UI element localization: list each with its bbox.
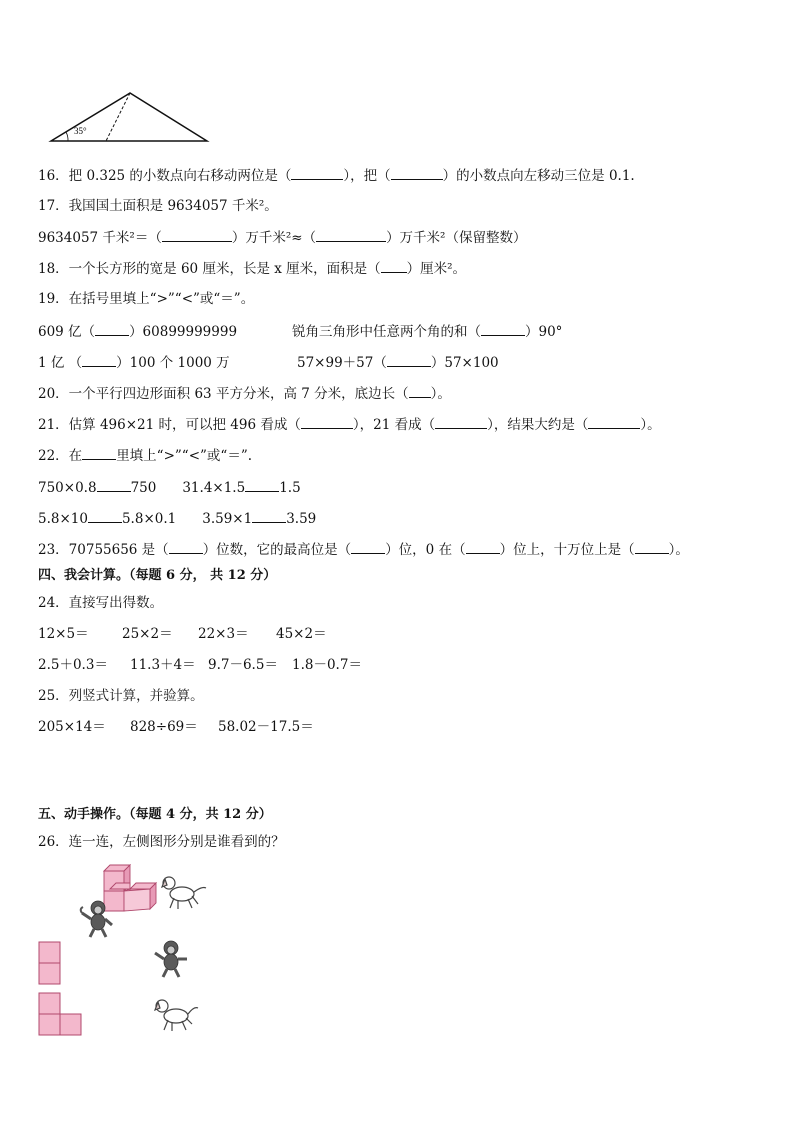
question-23: 23．70755656 是（ ）位数，它的最高位是（ ）位，0 在（ ）位上，十万位上是（ ）。: [38, 542, 689, 558]
question-19-row1-right: 锐角三角形中任意两个角的和（ ）90°: [292, 324, 563, 340]
question-24-row1: [38, 625, 327, 643]
answer-blank[interactable]: [481, 322, 525, 336]
calc-item: 45×2＝: [276, 626, 327, 642]
calc-item: 828÷69＝: [130, 719, 198, 735]
question-26-title: 26．连一连，左侧图形分别是谁看到的？: [38, 834, 285, 850]
answer-blank[interactable]: [162, 228, 232, 242]
front-view-two-squares: [38, 941, 62, 985]
question-22-row2: 5.8×10 5.8×0.1 3.59×1 3.59: [38, 511, 317, 527]
question-19-row1: 609 亿（ ）60899999999: [38, 324, 238, 340]
dog-icon: [152, 996, 200, 1034]
calc-item: 25×2＝: [122, 626, 173, 642]
answer-blank[interactable]: [409, 384, 431, 398]
answer-blank[interactable]: [316, 228, 386, 242]
calc-item: 9.7－6.5＝: [208, 657, 278, 673]
dog-icon: [160, 874, 208, 912]
answer-blank[interactable]: [381, 259, 407, 273]
answer-blank[interactable]: [88, 509, 122, 523]
answer-blank[interactable]: [252, 509, 286, 523]
calc-item: 58.02－17.5＝: [218, 719, 314, 735]
answer-blank[interactable]: [391, 166, 443, 180]
question-25-row: [38, 718, 314, 736]
answer-blank[interactable]: [291, 166, 343, 180]
question-20: 20．一个平行四边形面积 63 平方分米，高 7 分米，底边长（ ）。: [38, 386, 451, 402]
question-19-row2-right: 57×99＋57（ ）57×100: [297, 355, 499, 371]
monkey-icon: [78, 899, 118, 939]
answer-blank[interactable]: [95, 322, 129, 336]
question-16: 16．把 0.325 的小数点向右移动两位是（ ），把（ ）的小数点向左移动三位是 0.1.: [38, 168, 635, 184]
calc-item: 1.8－0.7＝: [292, 657, 362, 673]
answer-blank[interactable]: [169, 540, 203, 554]
angle-label: 35°: [74, 126, 87, 136]
section-5-heading: 五、动手操作。（每题 4 分，共 12 分）: [38, 807, 272, 822]
answer-blank[interactable]: [588, 415, 640, 429]
answer-blank[interactable]: [466, 540, 500, 554]
answer-blank[interactable]: [97, 478, 131, 492]
question-25-title: 25．列竖式计算，并验算。: [38, 688, 204, 704]
calc-item: 11.3＋4＝: [130, 657, 196, 673]
answer-blank[interactable]: [635, 540, 669, 554]
answer-blank[interactable]: [351, 540, 385, 554]
section-4-heading: 四、我会计算。（每题 6 分， 共 12 分）: [38, 568, 277, 583]
calc-item: 2.5＋0.3＝: [38, 657, 108, 673]
answer-blank[interactable]: [435, 415, 487, 429]
question-18: 18．一个长方形的宽是 60 厘米，长是 x 厘米，面积是（ ）厘米²。: [38, 261, 467, 277]
question-17-title: 17．我国国土面积是 9634057 千米²。: [38, 198, 278, 214]
question-19-row2: 1 亿 （ ）100 个 1000 万: [38, 355, 230, 371]
calc-item: 12×5＝: [38, 626, 89, 642]
calc-item: 205×14＝: [38, 719, 106, 735]
side-view-l-shape: [38, 992, 84, 1036]
question-22-title: 22．在 里填上“>”“<”或“＝”.: [38, 448, 253, 464]
answer-blank[interactable]: [387, 353, 431, 367]
question-19-title: 19．在括号里填上“>”“<”或“＝”。: [38, 291, 255, 307]
triangle-figure: [48, 90, 213, 145]
answer-blank[interactable]: [82, 353, 116, 367]
answer-blank[interactable]: [301, 415, 353, 429]
question-24-title: 24．直接写出得数。: [38, 595, 164, 611]
question-24-row2: [38, 656, 362, 674]
answer-blank[interactable]: [245, 478, 279, 492]
monkey-icon: [151, 939, 191, 979]
question-21: 21．估算 496×21 时，可以把 496 看成（ ），21 看成（ ），结果大约是（ ）。: [38, 417, 661, 433]
calc-item: 22×3＝: [198, 626, 249, 642]
question-17: 9634057 千米²＝（ ）万千米²≈（ ）万千米²（保留整数）: [38, 230, 527, 246]
question-22-row1: 750×0.8 750 31.4×1.5 1.5: [38, 480, 301, 496]
